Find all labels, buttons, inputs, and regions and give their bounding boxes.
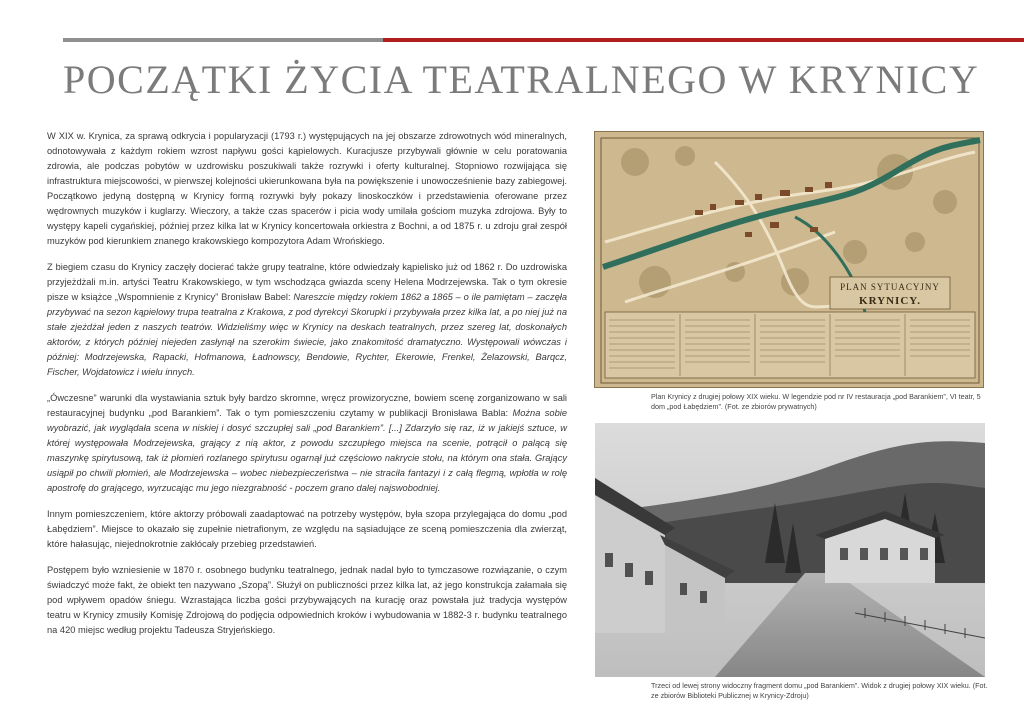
- paragraph-2: [47, 260, 567, 380]
- article-body: [47, 129, 567, 649]
- paragraph-4: Innym pomieszczeniem, które aktorzy próbowali zaadaptować na potrzeby występów, była szopa przylegająca do domu „pod Łabędziem”. Miejsce to okazało się zupełnie nietrafionym, ze względu na sąsiadujące ze sceną pomieszczenia dla zwierząt, które hałasując, niejednokrotnie zakłócały przebieg przedstawień.: [47, 509, 567, 549]
- paragraph-1: W XIX w. Krynica, za sprawą odkrycia i popularyzacji (1793 r.) występujących na jej obszarze zdrowotnych wód mineralnych, odnotowywała z każdym rokiem wzrost napływu gości kąpielowych. Kuracjusze przybywali głównie w celu poratowania zdrowia, ale podczas pobytów w uzdrowisku poszukiwali także rozrywki i oferty kulturalnej. Stopniowo rozwijająca się infrastruktura miejscowości, w pierwszej kolejności ukierunkowana była na powiększenie i unowocześnienie bazy zabiegowej. Początkowo jedyną dostępną w Krynicy formą rozrywki były pokazy linoskoczków i przedstawienia oferowane przez wędrownych muzyków i kuglarzy. Wieczory, a także czas spacerów i picia wody umilała gościom muzyka zdrojowa. Były to występy kapeli cygańskiej, później przez kilka lat w Krynicy koncertowała orkiestra z Bochni, a od 1875 r. u zdroju grał zespół muzyków pod kierunkiem znanego krakowskiego kompozytora Adam Wrońskiego.: [47, 131, 567, 246]
- historic-map-image: [594, 131, 984, 388]
- paragraph-3-quote: Można sobie wyobrazić, jak wyglądała scena w niskiej i dosyć szczupłej sali „pod Barankiem”. [...] Zdarzyło się raz, iż w jakiejś sztuce, w której występowała Modrzejewska, grający z nią aktor, z powodu szczupłego miejsca na scenie, potrącił o palącą się maszynkę spirytusową, tak iż płomień rozlanego spirytusu ogarnął już częściowo nakrycie stołu, na którym ona stała. Grający usiąpił po chwili płomień, ale Modrzejewska – wobec niebezpieczeństwa – nie straciła fantazyi i z całą flegmą, wpłotła w rolę apostrofę do grającego, wyrzucając mu jego niezgrabność - poczem grano dalej najswobodniej.: [47, 408, 567, 493]
- header-rule-gray: [63, 38, 383, 42]
- paragraph-2-text: Z biegiem czasu do Krynicy zaczęły docierać także grupy teatralne, które odwiedzały kąpielisko już od 1862 r. Do uzdrowiska przyjeżdżali m.in. artyści Teatru Krakowskiego, w tym wschodząca gwiazda sceny Helena Modrzejewska. Tak o tym okresie pisze w książce „Wspomnienie z Krynicy” Bronisław Babel:: [47, 262, 567, 302]
- paragraph-2-quote: Nareszcie między rokiem 1862 a 1865 – o ile pamiętam – zaczęła przybywać na sezon kąpielowy trupa teatralna z Krakowa, z pod dyrekcyi Skorupki i przybywała przez kilka lat, a po niej już na stałe zjeżdżał jeden z naszych teatrów. Widzieliśmy więc w Krynicy na deskach teatralnych, przez szereg lat, doskonałych aktorów, z których później niejeden zasłynął na szerokim świecie, jako znakomitość dramatyczno. Występowali wówczas i później: Modrzejewska, Rapacki, Hofmanowa, Ładnowscy, Bendowie, Rychter, Ekerowie, Frenkel, Żelazowski, Barqcz, Fischer, Wojdatowicz i wielu innych.: [47, 292, 567, 377]
- paragraph-3-text: „Ówczesne” warunki dla wystawiania sztuk były bardzo skromne, wręcz prowizoryczne, bowiem scenę zorganizowano w sali restauracyjnej budynku „pod Barankiem”. Tak o tym pomieszczeniu czytamy w publikacji Bronisława Babla:: [47, 393, 567, 418]
- page-title: POCZĄTKI ŻYCIA TEATRALNEGO W KRYNICY: [63, 57, 980, 102]
- paragraph-3: [47, 391, 567, 496]
- header-rule-red: [383, 38, 1024, 42]
- map-caption: Plan Krynicy z drugiej połowy XIX wieku. W legendzie pod nr IV restauracja „pod Barankiem”, VI teatr, 5 dom „pod Łabędziem”. (Fot. ze zbiorów prywatnych): [651, 392, 981, 411]
- map-title-line2: KRYNICY.: [859, 295, 921, 307]
- historic-photo-image: [595, 423, 985, 677]
- map-title-line1: PLAN SYTUACYJNY: [840, 282, 940, 292]
- photo-caption: Trzeci od lewej strony widoczny fragment domu „pod Barankiem”. Widok z drugiej połowy XIX wieku. (Fot. ze zbiorów Biblioteki Publicznej w Krynicy-Zdroju): [651, 681, 988, 700]
- paragraph-5: Postępem było wzniesienie w 1870 r. osobnego budynku teatralnego, jednak nadal było to tymczasowe rozwiązanie, o czym świadczyć może fakt, że obiekt ten nazywano „Szopą”. Służył on publiczności przez kilka lat, aż jego konstrukcja załamała się pod wpływem opadów śniegu. Wzrastająca liczba gości przybywających na kurację oraz powstała już tradycja występów teatru w Krynicy zmusiły Komisję Zdrojową do podjęcia odpowiednich kroków i wybudowania w 1882-3 r. budynku teatralnego na 420 miejsc według projektu Tadeusza Stryjeńskiego.: [47, 565, 567, 635]
